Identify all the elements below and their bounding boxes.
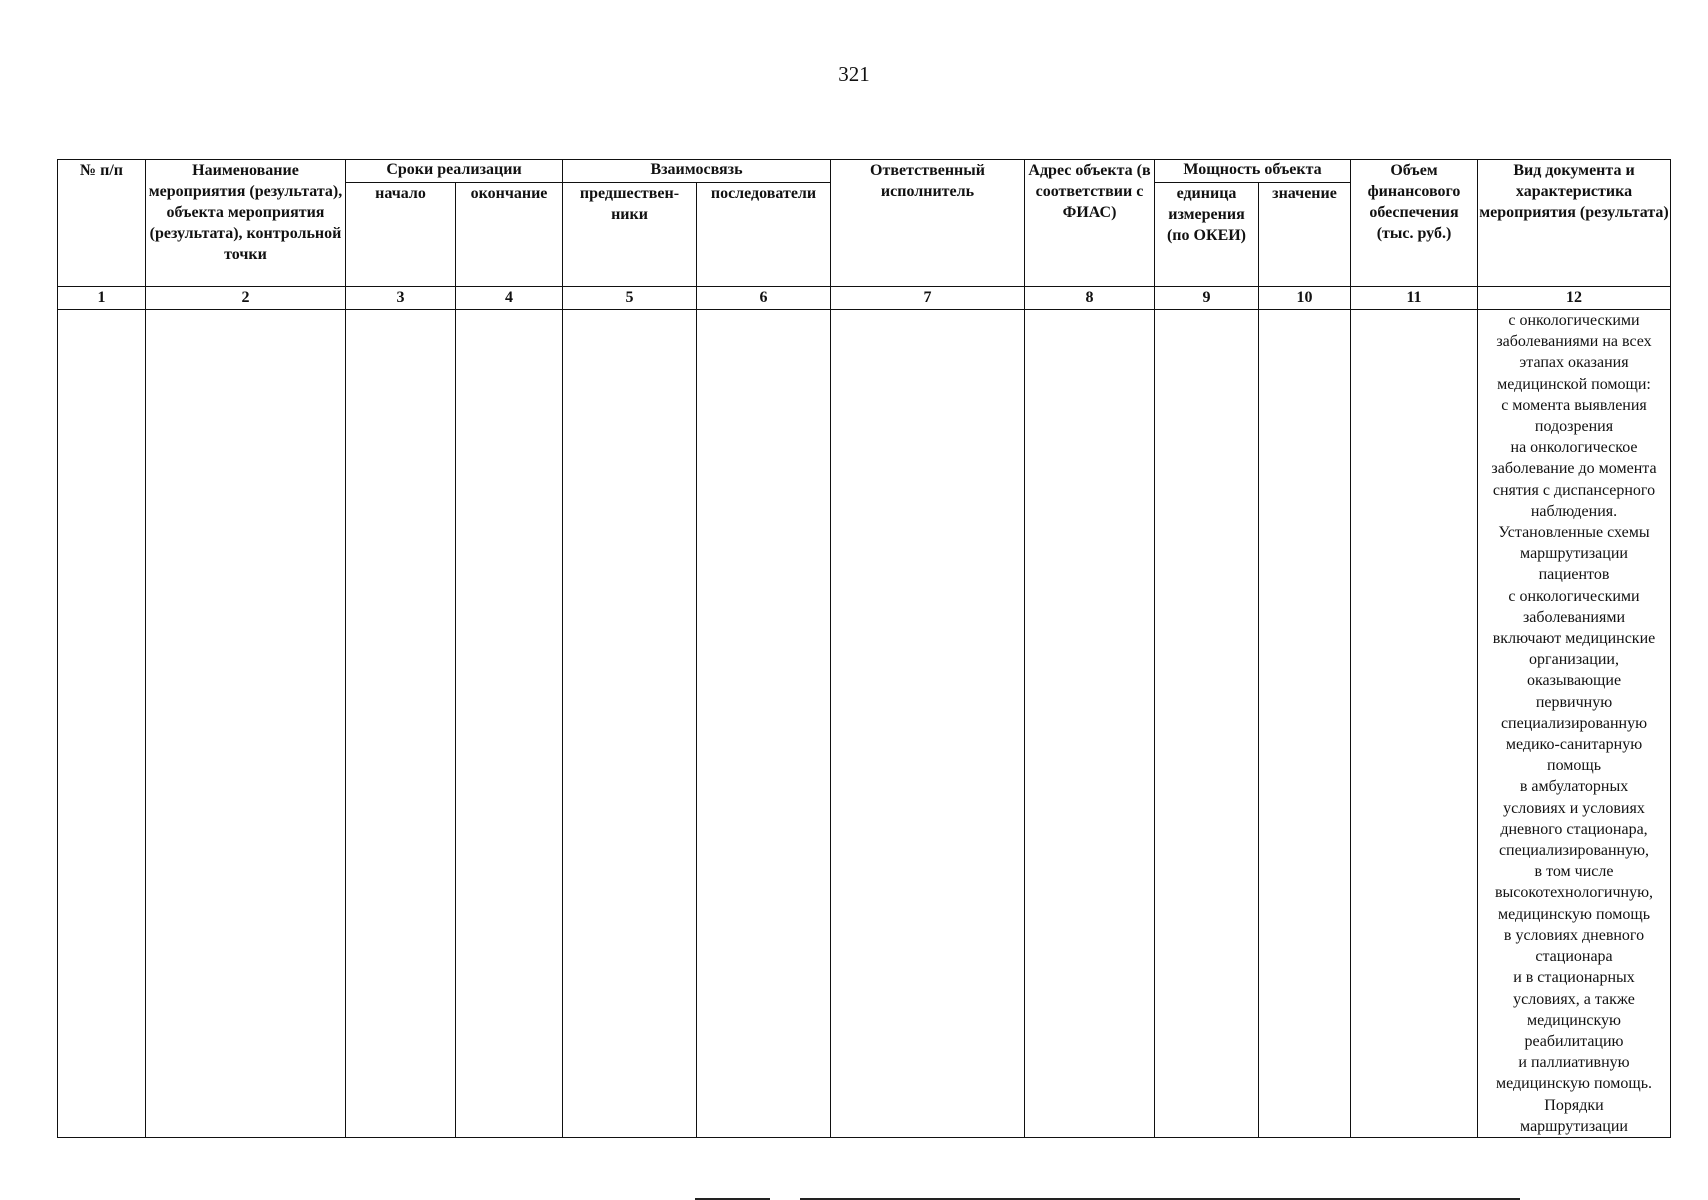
document-description-line: и в стационарных [1513, 969, 1635, 987]
header-value: значение [1259, 183, 1351, 287]
cell-number [58, 310, 146, 1138]
column-number: 2 [146, 287, 346, 310]
document-description-line: медико-санитарную [1505, 736, 1643, 754]
document-description-line: помощь [1547, 757, 1601, 775]
document-description-line: медицинскую помощь [1497, 905, 1650, 923]
column-number: 11 [1351, 287, 1478, 310]
column-number: 5 [563, 287, 697, 310]
document-description-line: высокотехнологичную, [1494, 884, 1654, 902]
cell-financing [1351, 310, 1478, 1138]
column-number: 8 [1025, 287, 1155, 310]
document-description-line: включают медицинские [1492, 630, 1656, 648]
document-description-line: специализированную, [1498, 842, 1650, 860]
document-description-line: наблюдения. [1530, 502, 1618, 520]
document-description-line: подозрения [1534, 418, 1614, 436]
document-description-line: в условиях дневного [1503, 926, 1645, 944]
header-start: начало [346, 183, 456, 287]
document-description-line: с момента выявления [1501, 396, 1647, 414]
cell-value [1259, 310, 1351, 1138]
column-number: 10 [1259, 287, 1351, 310]
document-description-line: в том числе [1534, 863, 1614, 881]
document-description-line: в амбулаторных [1519, 778, 1629, 796]
document-description-line: с онкологическими [1508, 312, 1640, 329]
document-description-line: снятия с диспансерного [1492, 481, 1656, 499]
column-number: 7 [831, 287, 1025, 310]
document-description-line: условиях, а также [1513, 990, 1635, 1008]
header-capacity: Мощность объекта [1155, 160, 1351, 183]
document-description-line: оказывающие [1526, 672, 1622, 690]
cell-activity-name [146, 310, 346, 1138]
document-description-line: организации, [1529, 651, 1619, 669]
document-description-line: на онкологическое [1510, 439, 1638, 457]
header-document-type: Вид документа и характеристика мероприятия (результата) [1478, 160, 1671, 287]
header-predecessors: предшествен-ники [563, 183, 697, 287]
column-number: 9 [1155, 287, 1259, 310]
cell-responsible [831, 310, 1025, 1138]
document-description-line: медицинскую [1526, 1011, 1621, 1029]
document-description-line: пациентов [1538, 566, 1610, 584]
header-implementation-period: Сроки реализации [346, 160, 563, 183]
document-description-line: маршрутизации [1520, 545, 1628, 563]
document-description-line: этапах оказания [1519, 354, 1629, 372]
column-number: 4 [456, 287, 563, 310]
cell-end [456, 310, 563, 1138]
page-number: 321 [838, 62, 870, 86]
document-description-line: специализированную [1500, 714, 1648, 732]
header-financing: Объем финансового обеспечения (тыс. руб.) [1351, 160, 1478, 287]
document-description [1478, 310, 1670, 1137]
cell-address [1025, 310, 1155, 1138]
header-relationship: Взаимосвязь [563, 160, 831, 183]
document-description-line: Порядки [1544, 1096, 1604, 1114]
document-description-line: дневного стационара, [1500, 820, 1648, 838]
document-description-line: с онкологическими [1508, 587, 1640, 605]
document-description-line: заболеваниями на всех [1496, 333, 1652, 351]
scan-artifact-line [695, 1198, 770, 1200]
document-description-line: заболевание до момента [1491, 460, 1657, 478]
document-description-line: и паллиативную [1518, 1054, 1630, 1072]
document-description-line: первичную [1535, 693, 1613, 711]
cell-unit [1155, 310, 1259, 1138]
column-number: 3 [346, 287, 456, 310]
cell-start [346, 310, 456, 1138]
document-description-line: Установленные схемы [1498, 524, 1650, 542]
cell-successors [697, 310, 831, 1138]
header-activity-name: Наименование мероприятия (результата), объекта мероприятия (результата), контрольной точки [146, 160, 346, 287]
document-description-line: медицинскую помощь. [1495, 1075, 1652, 1093]
column-number: 12 [1478, 287, 1671, 310]
document-description-line: медицинской помощи: [1497, 375, 1651, 393]
column-number: 6 [697, 287, 831, 310]
column-number-row [58, 287, 1671, 310]
table-row [58, 310, 1671, 1138]
document-description-line: стационара [1535, 948, 1613, 966]
document-description-line: маршрутизации [1520, 1117, 1628, 1135]
cell-document-type [1478, 310, 1671, 1138]
document-description-line: заболеваниями [1522, 608, 1626, 626]
header-address: Адрес объекта (в соответствии с ФИАС) [1025, 160, 1155, 287]
header-end: окончание [456, 183, 563, 287]
cell-predecessors [563, 310, 697, 1138]
scan-artifact-line [800, 1198, 1520, 1200]
header-number: № п/п [58, 160, 146, 287]
column-number: 1 [58, 287, 146, 310]
document-description-line: реабилитацию [1524, 1032, 1624, 1050]
header-responsible: Ответственный исполнитель [831, 160, 1025, 287]
header-successors: последователи [697, 183, 831, 287]
header-unit: единица измерения (по ОКЕИ) [1155, 183, 1259, 287]
document-description-line: условиях и условиях [1503, 799, 1645, 817]
plan-table [57, 159, 1671, 1138]
